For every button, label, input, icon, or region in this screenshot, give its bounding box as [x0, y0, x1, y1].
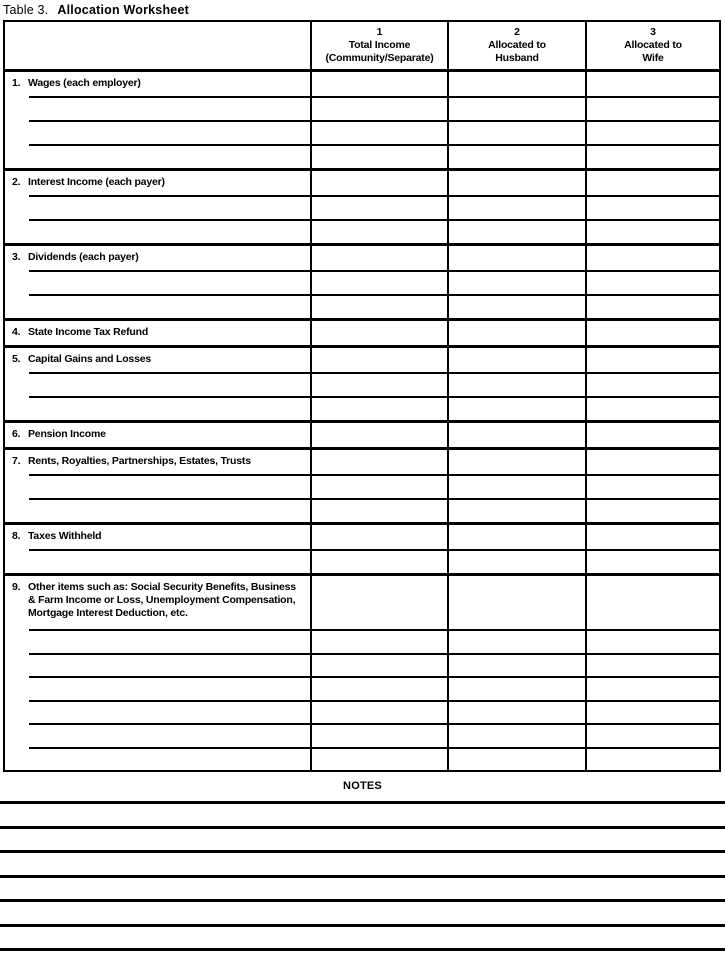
blank-line-rule	[29, 700, 310, 702]
item-label: Other items such as: Social Security Benefits, Business & Farm Income or Loss, Unemployment Compensation, Mortgage Interest Deduction, etc.	[28, 581, 296, 619]
amount-cell	[587, 423, 719, 447]
notes-rule	[0, 801, 725, 804]
column-title-line2: (Community/Separate)	[325, 52, 434, 64]
amount-column-wife	[585, 72, 719, 168]
label-blank-line	[5, 653, 310, 677]
blank-line-rule	[29, 723, 310, 725]
amount-cell	[449, 348, 585, 372]
label-blank-line	[5, 144, 310, 168]
amount-column-wife	[585, 525, 719, 573]
amount-cell	[587, 321, 719, 345]
item-label-cell	[5, 171, 310, 195]
amount-cell	[587, 294, 719, 318]
amount-column-husband	[447, 423, 585, 447]
amount-cell	[449, 294, 585, 318]
page-title	[0, 0, 725, 20]
item-label-cell	[5, 321, 310, 345]
amount-column-husband	[447, 576, 585, 770]
amount-cell	[587, 96, 719, 120]
amount-cell	[587, 348, 719, 372]
label-blank-line	[5, 372, 310, 396]
table-body	[5, 72, 719, 770]
amount-column-wife	[585, 246, 719, 318]
amount-column-total-income	[310, 348, 447, 420]
blank-line-rule	[29, 195, 310, 197]
amount-column-total-income	[310, 423, 447, 447]
amount-cell	[449, 72, 585, 96]
amount-cell	[449, 120, 585, 144]
amount-cell	[587, 653, 719, 677]
item-label-cell	[5, 348, 310, 372]
column-title-line1: Total Income	[348, 39, 411, 51]
amount-cell	[449, 723, 585, 747]
label-blank-line	[5, 723, 310, 747]
amount-cell	[312, 474, 447, 498]
label-column	[5, 576, 310, 770]
amount-cell	[312, 144, 447, 168]
column-title-line1: Allocated to	[488, 39, 546, 51]
amount-cell	[312, 498, 447, 522]
amount-cell	[312, 629, 447, 653]
column-number: 2	[514, 26, 520, 38]
amount-cell	[587, 372, 719, 396]
blank-line-rule	[29, 270, 310, 272]
amount-column-husband	[447, 348, 585, 420]
blank-line-rule	[29, 396, 310, 398]
amount-cell	[312, 450, 447, 474]
label-column	[5, 348, 310, 420]
amount-cell	[312, 372, 447, 396]
amount-cell	[312, 396, 447, 420]
amount-column-wife	[585, 321, 719, 345]
amount-column-husband	[447, 450, 585, 522]
blank-line-rule	[29, 498, 310, 500]
amount-cell	[587, 629, 719, 653]
label-column	[5, 450, 310, 522]
blank-line-rule	[29, 676, 310, 678]
amount-cell	[587, 396, 719, 420]
amount-cell	[587, 219, 719, 243]
header-cell-allocated-husband	[447, 22, 585, 69]
amount-cell	[587, 747, 719, 771]
amount-cell	[449, 747, 585, 771]
item-label-cell	[5, 246, 310, 270]
label-blank-line	[5, 219, 310, 243]
label-column	[5, 246, 310, 318]
amount-cell	[587, 171, 719, 195]
amount-column-husband	[447, 525, 585, 573]
column-number: 1	[376, 26, 383, 38]
amount-column-total-income	[310, 525, 447, 573]
amount-cell	[449, 676, 585, 700]
item-group-6	[5, 420, 719, 447]
allocation-table	[3, 20, 721, 772]
amount-cell	[449, 525, 585, 549]
label-blank-line	[5, 629, 310, 653]
label-blank-line	[5, 96, 310, 120]
label-blank-line	[5, 120, 310, 144]
item-number: 9.	[12, 581, 21, 593]
label-column	[5, 525, 310, 573]
item-label-cell	[5, 576, 310, 629]
amount-cell	[312, 348, 447, 372]
blank-line-rule	[29, 120, 310, 122]
label-blank-line	[5, 498, 310, 522]
amount-cell	[587, 525, 719, 549]
label-blank-line	[5, 676, 310, 700]
blank-line-rule	[29, 219, 310, 221]
amount-cell	[312, 321, 447, 345]
blank-line-rule	[29, 653, 310, 655]
amount-column-husband	[447, 72, 585, 168]
label-blank-line	[5, 396, 310, 420]
notes-rule	[0, 948, 725, 951]
amount-cell	[312, 525, 447, 549]
amount-cell	[449, 96, 585, 120]
blank-line-rule	[29, 372, 310, 374]
item-label: Capital Gains and Losses	[28, 353, 151, 365]
header-row	[5, 22, 719, 72]
item-label: Wages (each employer)	[28, 77, 141, 89]
column-number: 3	[650, 26, 656, 38]
amount-cell	[587, 549, 719, 573]
amount-cell	[587, 246, 719, 270]
amount-cell	[587, 576, 719, 629]
amount-column-husband	[447, 171, 585, 243]
table-number: Table 3.	[3, 3, 49, 17]
label-blank-line	[5, 294, 310, 318]
amount-cell	[449, 219, 585, 243]
amount-cell	[587, 723, 719, 747]
item-group-5	[5, 345, 719, 420]
amount-cell	[449, 576, 585, 629]
blank-line-rule	[29, 629, 310, 631]
amount-cell	[449, 270, 585, 294]
blank-line-rule	[29, 294, 310, 296]
notes-rule	[0, 875, 725, 878]
amount-cell	[449, 474, 585, 498]
amount-column-wife	[585, 171, 719, 243]
amount-cell	[449, 144, 585, 168]
blank-line-rule	[29, 96, 310, 98]
amount-cell	[449, 629, 585, 653]
amount-cell	[312, 120, 447, 144]
amount-column-wife	[585, 450, 719, 522]
item-label: Interest Income (each payer)	[28, 176, 165, 188]
amount-column-total-income	[310, 450, 447, 522]
amount-cell	[449, 372, 585, 396]
amount-cell	[587, 498, 719, 522]
amount-cell	[312, 747, 447, 771]
blank-line-rule	[29, 549, 310, 551]
notes-rule	[0, 826, 725, 829]
item-label-cell	[5, 525, 310, 549]
notes-heading: NOTES	[343, 780, 382, 792]
item-group-1	[5, 72, 719, 168]
item-group-4	[5, 318, 719, 345]
amount-cell	[587, 270, 719, 294]
item-number: 5.	[12, 353, 21, 365]
amount-cell	[587, 195, 719, 219]
amount-column-total-income	[310, 321, 447, 345]
amount-column-husband	[447, 321, 585, 345]
item-label-cell	[5, 423, 310, 447]
item-group-9	[5, 573, 719, 770]
amount-cell	[312, 72, 447, 96]
amount-cell	[587, 450, 719, 474]
amount-column-husband	[447, 246, 585, 318]
amount-cell	[312, 171, 447, 195]
amount-cell	[449, 321, 585, 345]
notes-rule	[0, 850, 725, 853]
label-blank-line	[5, 270, 310, 294]
item-number: 1.	[12, 77, 21, 89]
amount-column-total-income	[310, 171, 447, 243]
column-title-line2: Wife	[642, 52, 664, 64]
amount-cell	[312, 96, 447, 120]
amount-cell	[449, 423, 585, 447]
item-label: Pension Income	[28, 428, 106, 440]
amount-cell	[312, 219, 447, 243]
amount-cell	[312, 423, 447, 447]
item-number: 8.	[12, 530, 21, 542]
item-group-7	[5, 447, 719, 522]
label-column	[5, 423, 310, 447]
amount-cell	[312, 246, 447, 270]
item-number: 7.	[12, 455, 21, 467]
amount-cell	[587, 72, 719, 96]
amount-cell	[449, 549, 585, 573]
label-blank-line	[5, 474, 310, 498]
amount-column-wife	[585, 348, 719, 420]
amount-column-total-income	[310, 576, 447, 770]
amount-cell	[449, 450, 585, 474]
item-label: Dividends (each payer)	[28, 251, 139, 263]
column-title-line2: Husband	[495, 52, 539, 64]
table-title: Allocation Worksheet	[57, 3, 189, 17]
amount-cell	[587, 700, 719, 724]
item-label-cell	[5, 450, 310, 474]
amount-cell	[312, 549, 447, 573]
item-label-cell	[5, 72, 310, 96]
amount-cell	[587, 120, 719, 144]
blank-line-rule	[29, 474, 310, 476]
label-column	[5, 171, 310, 243]
label-blank-line	[5, 700, 310, 724]
blank-line-rule	[29, 144, 310, 146]
item-label: Rents, Royalties, Partnerships, Estates, Trusts	[28, 455, 251, 467]
amount-cell	[312, 676, 447, 700]
amount-column-total-income	[310, 246, 447, 318]
notes-rule	[0, 899, 725, 902]
amount-cell	[312, 700, 447, 724]
amount-cell	[312, 270, 447, 294]
amount-column-total-income	[310, 72, 447, 168]
amount-cell	[587, 676, 719, 700]
item-number: 2.	[12, 176, 21, 188]
item-number: 6.	[12, 428, 21, 440]
item-label: Taxes Withheld	[28, 530, 102, 542]
amount-cell	[449, 171, 585, 195]
header-cell-allocated-wife	[585, 22, 719, 69]
amount-cell	[312, 723, 447, 747]
item-number: 4.	[12, 326, 21, 338]
column-title-line1: Allocated to	[624, 39, 682, 51]
notes-lines	[0, 801, 725, 951]
label-blank-line	[5, 195, 310, 219]
amount-cell	[449, 246, 585, 270]
item-number: 3.	[12, 251, 21, 263]
label-blank-line	[5, 549, 310, 573]
amount-cell	[587, 474, 719, 498]
amount-cell	[312, 195, 447, 219]
item-group-2	[5, 168, 719, 243]
item-label: State Income Tax Refund	[28, 326, 149, 338]
header-cell-blank	[5, 22, 310, 69]
label-blank-line	[5, 747, 310, 771]
amount-cell	[312, 294, 447, 318]
header-cell-total-income	[310, 22, 447, 69]
label-column	[5, 72, 310, 168]
amount-cell	[587, 144, 719, 168]
amount-cell	[449, 498, 585, 522]
amount-cell	[449, 653, 585, 677]
amount-cell	[449, 396, 585, 420]
blank-line-rule	[29, 747, 310, 749]
amount-cell	[312, 576, 447, 629]
notes-rule	[0, 924, 725, 927]
amount-column-wife	[585, 576, 719, 770]
amount-cell	[449, 195, 585, 219]
label-column	[5, 321, 310, 345]
amount-column-wife	[585, 423, 719, 447]
amount-cell	[449, 700, 585, 724]
item-group-8	[5, 522, 719, 573]
amount-cell	[312, 653, 447, 677]
item-group-3	[5, 243, 719, 318]
